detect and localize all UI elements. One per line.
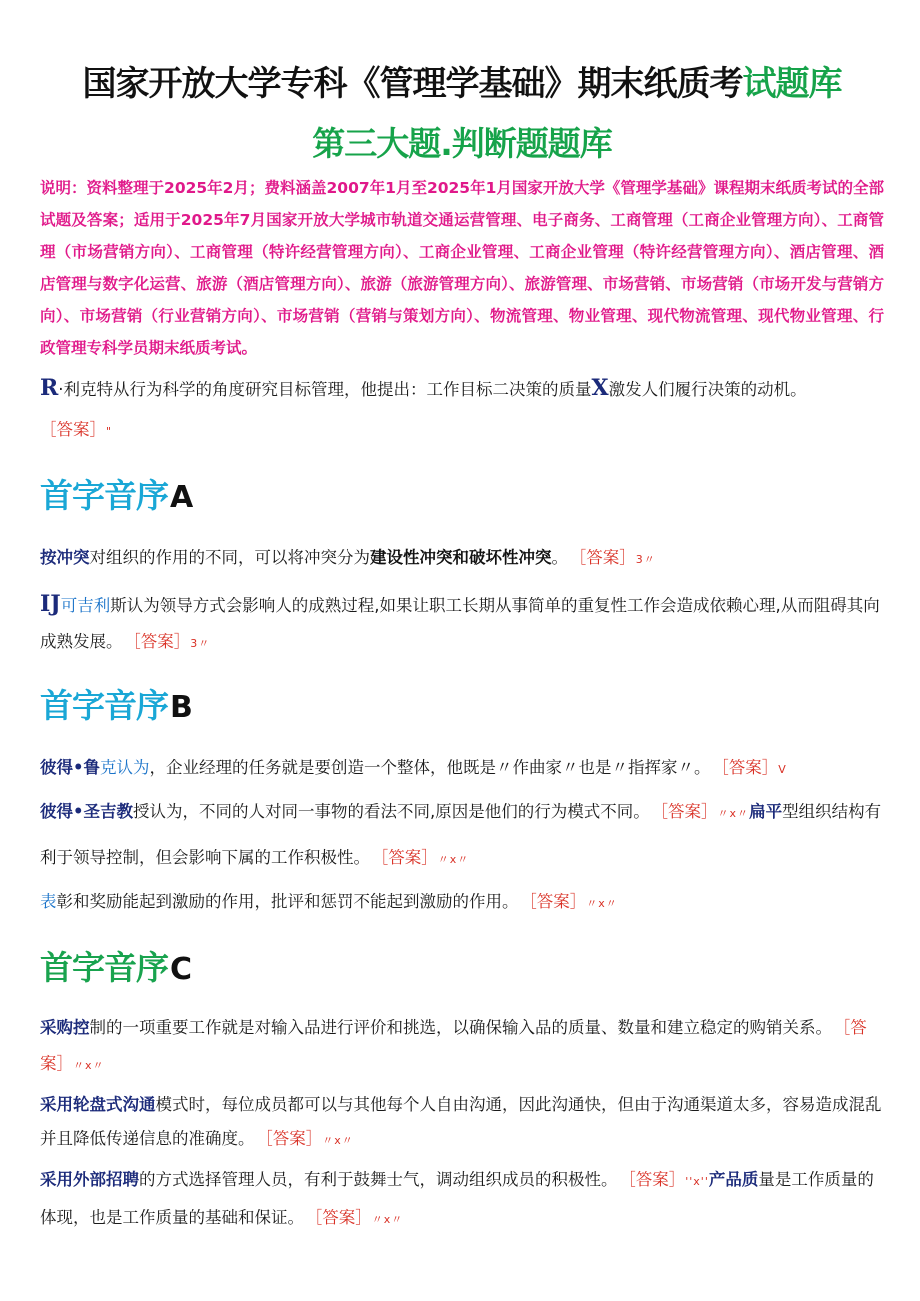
- answer-label: ［答案］: [264, 1129, 323, 1148]
- question-lead: 彼得•鲁: [40, 758, 101, 777]
- section-label: 首字音序: [40, 686, 168, 725]
- title-highlight: 试题库: [742, 64, 842, 104]
- answer-label: ［答案］: [132, 632, 191, 651]
- question-lead: 彼得•圣吉教: [40, 802, 134, 821]
- question-text-next: 量是工作质量的体现，也是工作质量的基础和保证。: [40, 1170, 874, 1227]
- question-c3: [40, 1162, 884, 1238]
- question-b3: [40, 882, 884, 924]
- section-heading-b: [40, 680, 884, 734]
- question-text-next: 型组织结构有利于领导控制，但会影响下属的工作积极性。: [40, 802, 882, 867]
- section-letter: B: [170, 690, 192, 725]
- question-lead-blue: 克认为: [100, 758, 150, 777]
- question-keyword: 建设性冲突和破坏性冲突: [370, 548, 552, 567]
- question-a2: [40, 586, 884, 662]
- question-text: 制的一项重要工作就是对输入品进行评价和挑选，以确保输入品的质量、数量和建立稳定的购销关系。: [89, 1018, 832, 1037]
- section-letter: C: [170, 952, 192, 987]
- answer-label: ［答案］: [659, 802, 718, 821]
- question-text: ·利克特从行为科学的角度研究目标管理，他提出：工作目标二决策的质量: [58, 380, 592, 399]
- question-lead-next: 扁平: [749, 802, 783, 821]
- section-heading-c: [40, 942, 884, 996]
- answer-mark: V: [778, 763, 787, 776]
- answer-mark: 3〃: [635, 553, 656, 566]
- question-lead: 采用轮盘式沟通: [40, 1095, 156, 1114]
- question-c2: [40, 1088, 884, 1158]
- answer-label: ［答案］: [720, 758, 779, 777]
- answer-mark-next: 〃x〃: [437, 853, 470, 866]
- question-c1: [40, 1010, 884, 1084]
- question-b1: [40, 748, 884, 790]
- description-note: 说明：资料整理于2025年2月；费料涵盖2007年1月至2025年1月国家开放大学《管理学基础》课程期末纸质考试的全部试题及答案；适用于2025年7月国家开放大学城市轨道交通运营管理、电子商务、工商管理（工商企业管理方向）、工商管理（市场营销方向）、工商管理（特许经营管理方向）、工商企业管理、工商企业管理（特许经营管理方向）、酒店管理、酒店管理与数字化运营、旅游（酒店管理方向）、旅游（旅游管理方向）、旅游管理、市场营销、市场营销（市场开发与营销方向）、市场营销（行业营销方向）、市场营销（营销与策划方向）、物流管理、物业管理、现代物流管理、现代物业管理、行政管理专科学员期末纸质考试。: [40, 179, 884, 357]
- question-text: ，企业经理的任务就是要创造一个整体，他既是〃作曲家〃也是〃指挥家〃。: [149, 758, 711, 777]
- answer-mark: 〃x〃: [586, 897, 618, 910]
- question-text-b: 激发人们履行决策的动机。: [608, 380, 807, 399]
- question-lead-next: 产品质: [708, 1170, 759, 1189]
- question-a1: [40, 538, 884, 580]
- question-tail: 。: [551, 548, 568, 567]
- question-text: 模式时，每位成员都可以与其他每个人自由沟通，因此沟通快，但由于沟通渠道太多，容易造成混乱并且降低传递信息的准确度。: [40, 1095, 882, 1148]
- section-letter: A: [170, 480, 193, 515]
- answer-mark: 3〃: [190, 637, 211, 650]
- question-text: 斯认为领导方式会影响人的成熟过程,如果让职工长期从事简单的重复性工作会造成依赖心理,从而阻碍其向成熟发展。: [40, 596, 880, 651]
- answer-label: ［答案］: [40, 1018, 867, 1073]
- answer-mark: 〃x〃: [73, 1059, 105, 1072]
- answer-label-next: ［答案］: [314, 1208, 372, 1227]
- x-mark: X: [591, 375, 609, 401]
- question-text: 彰和奖励能起到激励的作用，批评和惩罚不能起到激励的作用。: [56, 892, 519, 911]
- answer-label: ［答案］: [40, 420, 106, 439]
- section-label: 首字音序: [40, 476, 168, 515]
- section-label: 首字音序: [40, 948, 168, 987]
- document-title: [40, 60, 884, 108]
- answer-mark: 〃x〃: [717, 807, 750, 820]
- answer-label-next: ［答案］: [380, 848, 438, 867]
- answer-mark: ''x'': [685, 1175, 709, 1188]
- answer-label: ［答案］: [627, 1170, 686, 1189]
- question-text: 的方式选择管理人员，有利于鼓舞士气，调动组织成员的积极性。: [139, 1170, 618, 1189]
- title-main: 国家开放大学专科《管理学基础》期末纸质考: [82, 64, 743, 104]
- answer-mark: ": [106, 425, 113, 438]
- question-lead: 采购控: [40, 1018, 90, 1037]
- answer-mark-next: 〃x〃: [371, 1213, 404, 1226]
- answer-label: ［答案］: [578, 548, 636, 567]
- question-text: 授认为，不同的人对同一事物的看法不同,原因是他们的行为模式不同。: [133, 802, 650, 821]
- question-lead-blue: 可吉利: [60, 596, 111, 615]
- answer-mark: 〃x〃: [322, 1134, 354, 1147]
- question-lead: IJ: [40, 591, 61, 617]
- document-page: [40, 60, 884, 1238]
- answer-label: ［答案］: [528, 892, 587, 911]
- question-b2: [40, 790, 884, 882]
- question-lead-blue: 表: [40, 892, 57, 911]
- question-intro: [40, 368, 884, 452]
- section-heading-a: [40, 470, 884, 524]
- question-lead: 按冲突: [40, 548, 90, 567]
- document-subtitle: 第三大题.判断题题库: [312, 124, 612, 163]
- question-text: 对组织的作用的不同，可以将冲突分为: [89, 548, 370, 567]
- question-lead: R: [40, 375, 59, 401]
- question-lead: 采用外部招聘: [40, 1170, 139, 1189]
